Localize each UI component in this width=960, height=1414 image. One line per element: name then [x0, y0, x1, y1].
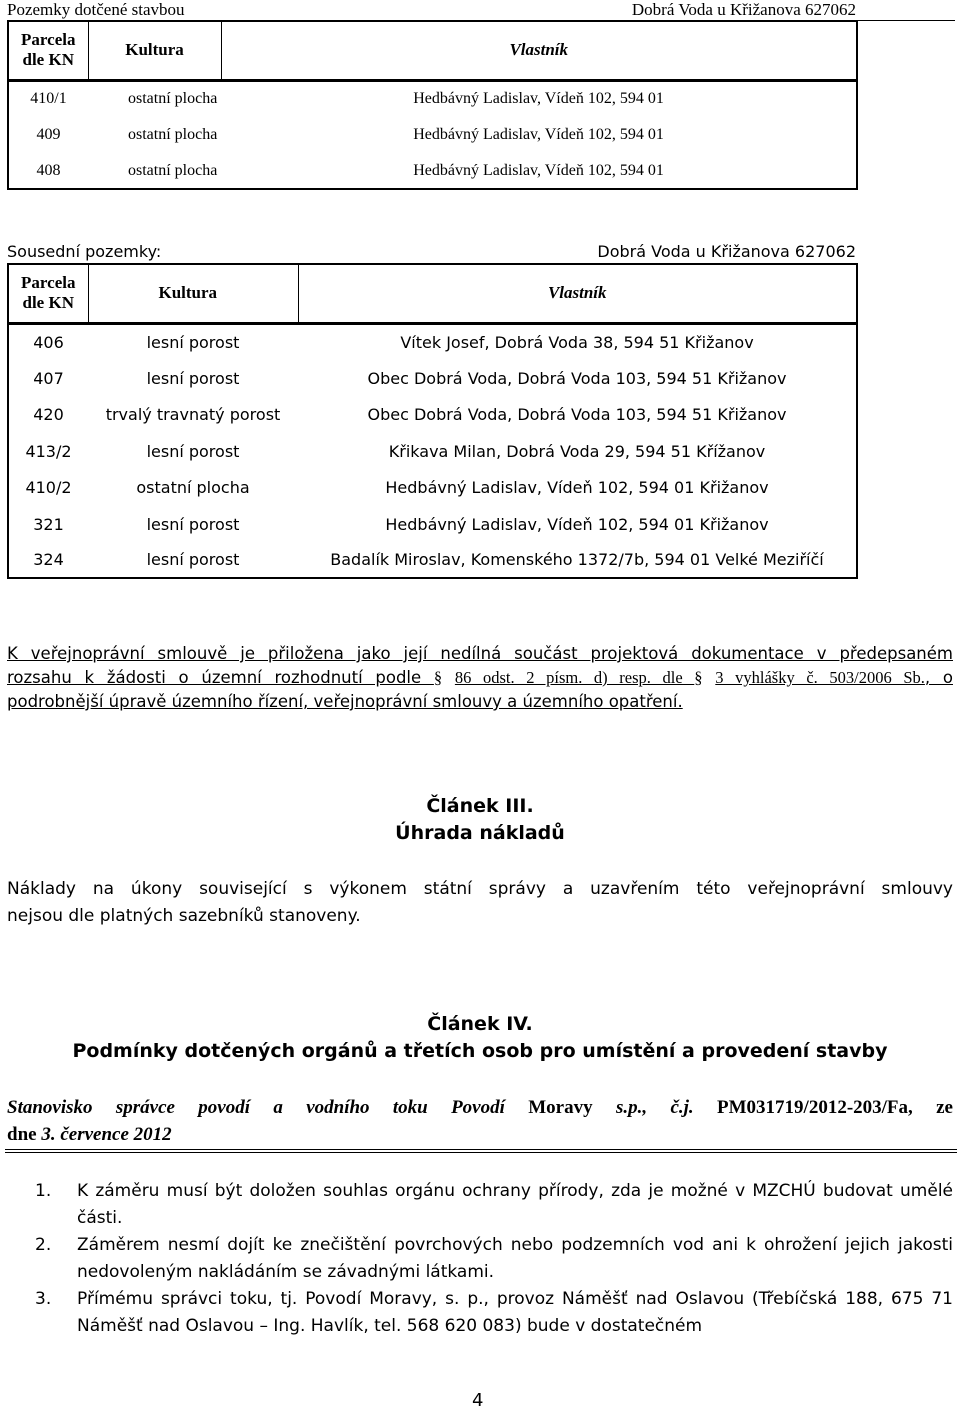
section2-cadastral-area: Dobrá Voda u Křižanova 627062	[597, 242, 856, 261]
statement-divider	[5, 1149, 957, 1153]
cell-owner: Badalík Miroslav, Komenského 1372/7b, 594 01 Velké Meziříčí	[330, 550, 824, 569]
table-row	[8, 80, 857, 117]
article-4-title: Podmínky dotčených orgánů a třetích osob pro umístění a provedení stavby	[72, 1040, 888, 1062]
cell-parcel: 407	[33, 368, 64, 388]
cell-owner: Obec Dobrá Voda, Dobrá Voda 103, 594 51 Křižanov	[367, 405, 787, 424]
table-row	[8, 360, 857, 396]
cell-culture: ostatní plocha	[128, 90, 218, 108]
section-mark: §	[694, 668, 703, 687]
cell-owner: Vítek Josef, Dobrá Voda 38, 594 51 Křižanov	[400, 332, 754, 352]
cell-owner: Hedbávný Ladislav, Vídeň 102, 594 01 Křižanov	[385, 514, 769, 534]
cell-owner: Hedbávný Ladislav, Vídeň 102, 594 01	[413, 126, 664, 143]
cell-parcel: 324	[33, 550, 64, 569]
attachment-note-line: rozsahu k žádosti o územní rozhodnutí podle § 86 odst. 2 písm. d) resp. dle § 3 vyhlášky č. 503/2006 Sb., o	[7, 668, 953, 687]
cell-parcel: 321	[33, 514, 64, 534]
cell-owner: Hedbávný Ladislav, Vídeň 102, 594 01 Křižanov	[385, 478, 769, 497]
cell-parcel: 408	[36, 161, 61, 179]
article-4-number: Článek IV.	[427, 1013, 533, 1035]
section1-label: Pozemky dotčené stavbou	[7, 0, 185, 19]
table-row	[8, 396, 857, 433]
list-item: 3. Přímému správci toku, tj. Povodí Moravy, s. p., provoz Náměšť nad Oslavou (Třebíčská 188, 675 71 Náměšť nad Oslavou – Ing. Havlík, tel. 568 620 083) bude v dostatečném	[35, 1289, 953, 1336]
col-header-owner: Vlastník	[298, 264, 857, 323]
cell-parcel: 410/1	[30, 90, 67, 108]
cell-parcel: 410/2	[25, 478, 72, 497]
cell-culture: lesní porost	[146, 368, 240, 388]
cell-parcel: 420	[33, 405, 64, 424]
cell-owner: Křikava Milan, Dobrá Voda 29, 594 51 Křížanov	[388, 441, 766, 461]
affected-parcels-table	[7, 20, 858, 190]
attachment-note	[7, 642, 953, 714]
cell-culture: lesní porost	[146, 514, 240, 534]
table-row	[8, 542, 857, 578]
section2-label: Sousední pozemky:	[7, 242, 162, 261]
col-header-owner: Vlastník	[221, 21, 857, 80]
cell-culture: trvalý travnatý porost	[105, 405, 281, 424]
col-header-parcel: Parcela dle KN	[8, 21, 88, 80]
cell-owner: Obec Dobrá Voda, Dobrá Voda 103, 594 51 Křižanov	[367, 368, 787, 388]
cell-culture: lesní porost	[146, 441, 240, 461]
cell-owner: Hedbávný Ladislav, Vídeň 102, 594 01	[413, 90, 664, 108]
cell-parcel: 413/2	[25, 441, 72, 461]
cell-culture: ostatní plocha	[128, 161, 218, 179]
section1-cadastral-area: Dobrá Voda u Křižanova 627062	[631, 0, 856, 19]
cell-parcel: 406	[33, 332, 64, 352]
cell-culture: ostatní plocha	[128, 126, 218, 143]
section-mark: §	[433, 668, 443, 687]
table-row	[8, 323, 857, 360]
col-header-culture: Kultura	[88, 21, 221, 80]
article-3-text: Náklady na úkony související s výkonem státní správy a uzavřením této veřejnoprávní smlouvy nejsou dle platných sazebníků stanoveny.	[7, 879, 953, 926]
table-row	[8, 433, 857, 469]
cell-owner: Hedbávný Ladislav, Vídeň 102, 594 01	[413, 161, 664, 179]
attachment-note-line: K veřejnoprávní smlouvě je přiložena jako její nedílná součást projektová dokumentace v předepsaném	[7, 644, 953, 663]
list-item: 1. K záměru musí být doložen souhlas orgánu ochrany přírody, zda je možné v MZCHÚ budovat umělé části.	[35, 1181, 953, 1228]
page-number: 4	[472, 1390, 484, 1411]
cell-culture: ostatní plocha	[136, 478, 250, 497]
cell-culture: lesní porost	[146, 332, 240, 352]
conditions-list	[35, 1178, 953, 1340]
list-item: 2. Záměrem nesmí dojít ke znečištění povrchových nebo podzemních vod ani k ohrožení jejich jakosti nedovoleným nakládáním se závadnými látkami.	[35, 1235, 953, 1282]
statement-heading: Stanovisko správce povodí a vodního toku Povodí Moravy s.p., č.j. PM031719/2012-203/Fa, ze dne 3. července 2012	[7, 1097, 953, 1145]
cell-culture: lesní porost	[146, 550, 240, 569]
table-row	[8, 506, 857, 542]
article-3-number: Článek III.	[426, 795, 534, 817]
table-row	[8, 469, 857, 506]
attachment-note-line: podrobnější úpravě územního řízení, veřejnoprávní smlouvy a územního opatření.	[7, 692, 683, 711]
col-header-culture: Kultura	[88, 264, 298, 323]
table-row	[8, 117, 857, 153]
table-row	[8, 153, 857, 189]
col-header-parcel: Parcela dle KN	[8, 264, 88, 323]
cell-parcel: 409	[36, 126, 61, 143]
article-3-title: Úhrada nákladů	[395, 822, 565, 844]
neighbouring-parcels-table	[7, 263, 858, 579]
